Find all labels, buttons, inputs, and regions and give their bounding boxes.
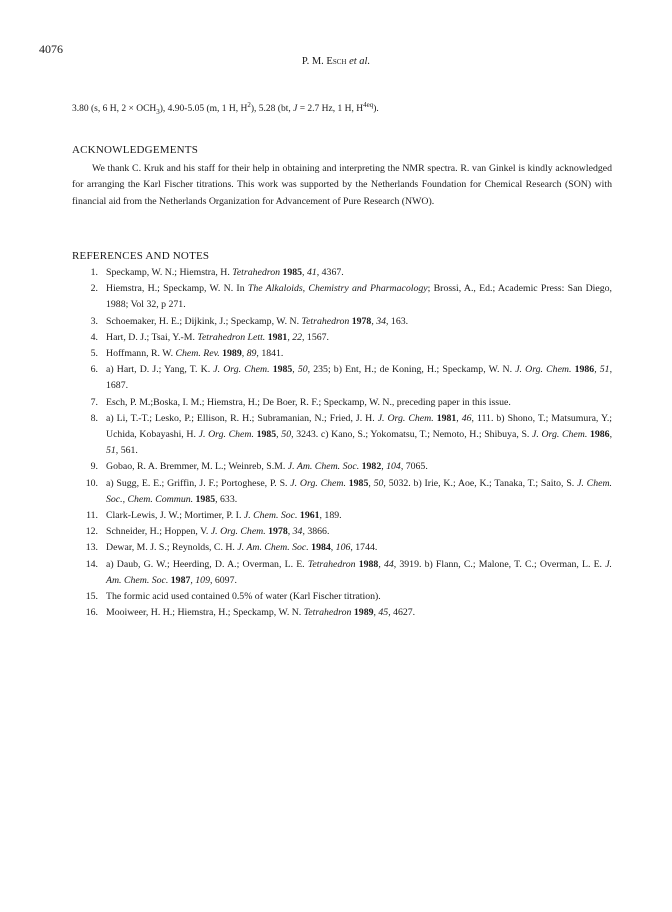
- reference-item: [72, 524, 612, 540]
- reference-text: a) Sugg, E. E.; Griffin, J. F.; Portoghese, P. S.: [106, 477, 291, 489]
- reference-italic: Tetrahedron: [301, 315, 350, 327]
- reference-text: a) Li, T.-T.; Lesko, P.; Ellison, R. H.; Subramanian, N.; Fried, J. H.: [106, 412, 378, 424]
- reference-number: 11.: [86, 510, 98, 522]
- reference-italic: 50: [297, 364, 308, 376]
- reference-text: , 189.: [319, 510, 342, 522]
- nmr-coupling-symbol: J: [293, 104, 298, 114]
- reference-text: , 7065.: [400, 461, 428, 473]
- reference-italic: J. Chem. Soc.: [243, 510, 298, 522]
- reference-number: 14.: [85, 558, 98, 570]
- reference-text: ,: [609, 429, 613, 441]
- references-list: [72, 265, 612, 621]
- reference-year: 1989: [222, 348, 242, 360]
- reference-item: [72, 395, 612, 411]
- reference-text: , 3243. c) Kano, S.; Yokomatsu, T.; Nemoto, H.; Shibuya, S.: [291, 429, 532, 441]
- reference-italic: Tetrahedron Lett.: [197, 331, 266, 343]
- acknowledgements-text: We thank C. Kruk and his staff for their help in obtaining and interpreting the NMR spectra. R. van Ginkel is kindly acknowledged for arranging the Karl Fischer titrations. This work was supported by the Netherlands Foundation for Chemical Research (SON) with financial aid from the Netherlands Organization for Advancement of Pure Research (NWO).: [72, 163, 612, 207]
- reference-italic: 106: [335, 542, 351, 554]
- reference-text: ,: [594, 364, 600, 376]
- reference-italic: J. Org. Chem.: [377, 412, 434, 424]
- reference-year: 1986: [589, 429, 610, 441]
- reference-text: ,: [330, 542, 336, 554]
- reference-italic: Tetrahedron: [303, 607, 352, 619]
- reference-item: [72, 346, 612, 362]
- reference-text: , 1567.: [302, 331, 329, 343]
- running-head-author-smallcaps: sch: [332, 56, 347, 67]
- reference-text: a) Daub, G. W.; Heerding, D. A.; Overman, L. E.: [106, 558, 308, 570]
- reference-year: 1985: [195, 493, 216, 505]
- reference-italic: 104: [386, 461, 401, 473]
- reference-text: a) Hart, D. J.; Yang, T. K.: [106, 364, 214, 376]
- nmr-superscript: 2: [247, 100, 251, 109]
- reference-text: , 3866.: [302, 526, 330, 538]
- reference-item: [72, 265, 612, 281]
- reference-italic: 89: [246, 348, 257, 360]
- reference-year: 1985: [272, 364, 293, 376]
- reference-text: Schoemaker, H. E.; Dijkink, J.; Speckamp, W. N.: [106, 315, 302, 327]
- reference-text: , 111. b) Shono, T.; Matsumura, Y.; Uchida, Kobayashi, H.: [106, 412, 613, 441]
- reference-year: 1985: [256, 429, 277, 441]
- reference-text: Hart, D. J.; Tsai, Y.-M.: [106, 331, 198, 343]
- reference-number: 7.: [90, 396, 98, 408]
- reference-item: [72, 459, 612, 475]
- reference-year: 1981: [436, 412, 457, 424]
- reference-italic: 41: [306, 267, 317, 278]
- reference-number: 3.: [90, 315, 98, 327]
- reference-text: , 1744.: [350, 542, 378, 554]
- nmr-text: = 2.7 Hz, 1 H, H: [297, 104, 364, 114]
- reference-number: 16.: [85, 607, 98, 619]
- reference-item: [72, 589, 612, 605]
- reference-text: , 3919. b) Flann, C.; Malone, T. C.; Overman, L. E.: [393, 558, 606, 570]
- reference-text: , 4627.: [388, 607, 416, 619]
- running-head: [0, 56, 672, 67]
- reference-italic: 44: [383, 558, 394, 570]
- reference-italic: J. Am. Chem. Soc.: [237, 542, 309, 554]
- reference-text: ,: [190, 574, 196, 586]
- reference-text: The formic acid used contained 0.5% of water (Karl Fischer titration).: [106, 591, 381, 603]
- reference-text: ,: [373, 607, 379, 619]
- reference-text: Schneider, H.; Hoppen, V.: [106, 526, 211, 538]
- reference-text: , 6097.: [209, 574, 237, 586]
- reference-italic: J. Org. Chem.: [515, 364, 572, 376]
- reference-year: 1978: [268, 526, 288, 538]
- reference-year: 1982: [361, 461, 382, 473]
- reference-text: Hoffmann, R. W.: [106, 348, 176, 360]
- reference-text: , 561.: [115, 445, 138, 457]
- reference-text: ,: [276, 429, 282, 441]
- reference-italic: 34: [376, 315, 387, 327]
- reference-text: ,: [378, 558, 384, 570]
- reference-italic: 50: [281, 429, 292, 441]
- page-number: 4076: [39, 42, 63, 56]
- reference-text: Gobao, R. A. Bremmer, M. L.; Weinreb, S.M.: [106, 461, 288, 473]
- reference-item: [72, 411, 612, 460]
- reference-italic: 109: [195, 574, 210, 586]
- reference-italic: J. Am. Chem. Soc.: [106, 558, 612, 586]
- reference-year: 1985: [282, 267, 303, 278]
- reference-text: Dewar, M. J. S.; Reynolds, C. H.: [106, 542, 238, 554]
- reference-number: 4.: [90, 331, 98, 343]
- reference-number: 8.: [90, 412, 98, 424]
- reference-number: 1.: [90, 267, 98, 278]
- reference-italic: 50: [373, 477, 384, 489]
- reference-italic: 51: [599, 364, 610, 376]
- nmr-superscript: 4eq: [363, 100, 374, 109]
- reference-text: ,: [368, 477, 374, 489]
- reference-text: ,: [381, 461, 387, 473]
- reference-text: ,: [302, 267, 307, 278]
- reference-text: ; Brossi, A., Ed.; Academic Press: San Diego, 1988; Vol 32, p 271.: [106, 283, 612, 311]
- reference-italic: Tetrahedron: [232, 267, 280, 278]
- reference-number: 5.: [90, 348, 98, 360]
- reference-text: ,: [371, 315, 377, 327]
- reference-year: 1987: [170, 574, 191, 586]
- reference-number: 12.: [85, 526, 98, 538]
- reference-number: 9.: [90, 461, 98, 473]
- reference-italic: 51: [106, 445, 116, 457]
- reference-italic: J. Org. Chem.: [213, 364, 270, 376]
- reference-number: 15.: [85, 591, 98, 603]
- reference-italic: J. Org. Chem.: [198, 429, 254, 441]
- reference-item: [72, 330, 612, 346]
- running-head-author: P. M. E: [301, 56, 333, 67]
- reference-item: [72, 605, 612, 621]
- reference-year: 1988: [358, 558, 379, 570]
- reference-text: Mooiweer, H. H.; Hiemstra, H.; Speckamp, W. N.: [106, 607, 304, 619]
- running-head-etal: et al.: [349, 56, 371, 67]
- reference-italic: Chem. Rev.: [175, 348, 220, 360]
- reference-text: Clark-Lewis, J. W.; Mortimer, P. I.: [106, 510, 244, 522]
- reference-text: ,: [287, 331, 293, 343]
- reference-italic: J. Org. Chem.: [532, 429, 588, 441]
- nmr-subscript: 3: [156, 107, 160, 116]
- reference-italic: J. Org. Chem.: [210, 526, 266, 538]
- reference-item: [72, 281, 612, 313]
- reference-text: ,: [287, 526, 293, 538]
- reference-text: ,: [292, 364, 298, 376]
- reference-item: [72, 540, 612, 556]
- references-heading: REFERENCES AND NOTES: [72, 250, 210, 262]
- reference-text: , 1687.: [106, 364, 613, 392]
- reference-text: Esch, P. M.;Boska, I. M.; Hiemstra, H.; De Boer, R. F.; Speckamp, W. N., preceding paper in this issue.: [106, 396, 511, 408]
- reference-year: 1961: [299, 510, 320, 522]
- reference-text: Speckamp, W. N.; Hiemstra, H.: [106, 267, 233, 278]
- nmr-text: ), 4.90-5.05 (m, 1 H, H: [159, 104, 248, 114]
- reference-italic: 46: [461, 412, 472, 424]
- reference-year: 1989: [353, 607, 374, 619]
- nmr-data-line: [72, 100, 379, 116]
- reference-text: , 633.: [215, 493, 238, 505]
- reference-italic: Tetrahedron: [307, 558, 356, 570]
- reference-number: 13.: [85, 542, 98, 554]
- reference-item: [72, 508, 612, 524]
- reference-text: , 5032. b) Irie, K.; Aoe, K.; Tanaka, T.; Saito, S.: [383, 477, 578, 489]
- reference-year: 1981: [267, 331, 288, 343]
- reference-year: 1986: [574, 364, 595, 376]
- reference-italic: 34: [292, 526, 303, 538]
- reference-text: ,: [456, 412, 462, 424]
- reference-text: , 4367.: [316, 267, 344, 278]
- reference-italic: J. Org. Chem.: [290, 477, 346, 489]
- reference-item: [72, 476, 612, 508]
- reference-text: Hiemstra, H.; Speckamp, W. N. In: [106, 283, 248, 295]
- reference-year: 1978: [351, 315, 372, 327]
- reference-italic: J. Am. Chem. Soc.: [287, 461, 360, 473]
- reference-italic: 45: [378, 607, 389, 619]
- reference-item: [72, 557, 612, 589]
- reference-text: , 163.: [386, 315, 409, 327]
- reference-text: , 1841.: [256, 348, 284, 360]
- reference-number: 2.: [90, 283, 98, 295]
- acknowledgements-heading: ACKNOWLEDGEMENTS: [72, 144, 199, 156]
- reference-text: ,: [241, 348, 247, 360]
- reference-number: 6.: [90, 364, 98, 376]
- reference-italic: 22: [292, 331, 303, 343]
- reference-year: 1984: [311, 542, 331, 554]
- reference-year: 1985: [348, 477, 369, 489]
- nmr-text: ).: [373, 104, 379, 114]
- reference-item: [72, 314, 612, 330]
- nmr-text: 3.80 (s, 6 H, 2 × OCH: [72, 104, 157, 114]
- nmr-text: ), 5.28 (bt,: [250, 104, 294, 114]
- reference-italic: The Alkaloids, Chemistry and Pharmacology: [247, 283, 428, 295]
- reference-item: [72, 362, 612, 394]
- reference-italic: J. Chem. Soc., Chem. Commun.: [106, 477, 612, 505]
- reference-text: , 235; b) Ent, H.; de Koning, H.; Speckamp, W. N.: [307, 364, 516, 376]
- reference-number: 10.: [85, 477, 98, 489]
